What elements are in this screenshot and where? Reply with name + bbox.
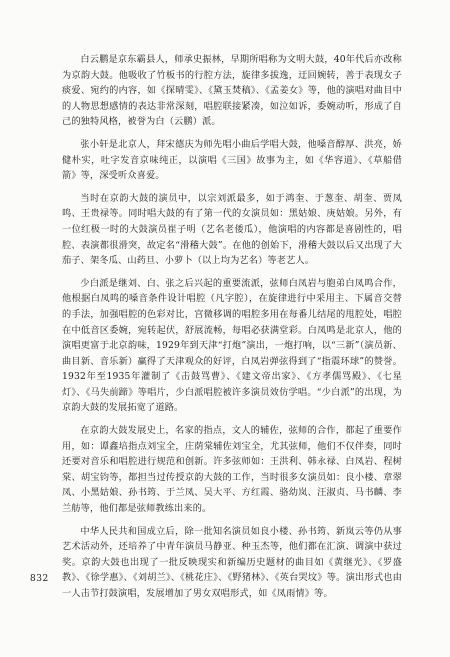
text-column (62, 52, 402, 609)
page-number: 832 (30, 574, 49, 584)
paragraph-masters-and-accompanists: 在京韵大鼓发展史上，名家的指点，文人的辅佐，弦师的合作，都起了重要作用，如：谭鑫培指点刘宝全，庄荫棠辅佐刘宝全，尤其弦师，他们不仅伴奏，同时还要对音乐和唱腔进行规范和创新。许多弦师如：王洪利、韩永禄、白凤岩、程树棠、胡宝钧等，都担当过传授京韵大鼓的工作，当时很多女演员如：良小楼、章翠凤、小黑姑娘、孙书筠、于兰凤、吴大平、方红霞、骆幼岚、汪淑贞、马书麟、李兰舫等，他们都是弦师教练出来的。 (62, 425, 402, 515)
paragraph-zhang-xiaoxuan: 张小轩是北京人，拜宋德庆为师先唱小曲后学唱大鼓，他嗓音醇厚、洪亮，娇健朴实，吐字发音京味纯正，以演唱《三国》故事为主，如《华容道》、《草船借箭》等，深受听众喜爱。 (62, 138, 402, 182)
paragraph-liu-school-performers: 当时在京韵大鼓的演员中，以宗刘派最多，如于鸿奎、于葱奎、胡奎、贾凤鸣、王贵禄等。同时唱大鼓的有了第一代的女演员如：黑姑娘、庚姑娘。另外，有一位红极一时的大鼓演员崔子明（艺名老倭瓜），他演唱的内容都是喜剧性的，唱腔、表演都很滑突，故定名“滑稽大鼓”。在他的创始下，滑稽大鼓以后又出现了大茄子、架冬瓜、山药旦、小萝卜（以上均为艺名）等老艺人。 (62, 192, 402, 267)
paragraph-post-1949: 中华人民共和国成立后，除一批知名演员如良小楼、孙书筠、新岚云等仍从事艺术活动外，还培养了中青年演员马静亚、种玉杰等，他们都在汇演、调演中获过奖。京韵大鼓也出现了一批反映现实和新编历史题材的曲目如《黄继光》、《罗盛教》、《徐学惠》、《刘胡兰》、《桃花庄》、《野猪林》、《英台哭坟》等。演出形式也由一人击节打鼓演唱，发展增加了男女双唱形式，如《凤雨情》等。 (62, 525, 402, 599)
paragraph-shaobai-school: 少白派是继刘、白、张之后兴起的重要流派，弦师白凤岩与胞弟白凤鸣合作，他根据白凤鸣的嗓音条件设计唱腔（凡字腔），在旋律进行中采用主、下属音交替的手法，加强唱腔的色彩对比，宫微移调的唱腔多用在每番儿结尾的甩腔处，唱腔在中低音区委婉，宛转起伏，舒展流畅，每唱必获满堂彩。白凤鸣是北京人，他的演唱更富于北京韵味，1929年到天津“打炮”演出，一炮打响，以“三新”（演员新、曲目新、音乐新）赢得了天津观众的好评，白凤岩弹弦得到了“指震环球”的赞誉。1932年至1935年灌制了《击鼓骂曹》、《建文帝出家》、《方孝儒骂殿》、《七星灯》、《马失前蹄》等唱片，少白派唱腔被许多演员效仿学唱。“少白派”的出现，为京韵大鼓的发展拓宽了道路。 (62, 277, 402, 414)
paragraph-bai-yunpeng: 白云鹏是京东霸县人，师承史振林，早期所唱称为文明大鼓，40年代后亦改称为京韵大鼓。他吸收了竹板书的行腔方法，旋律多拔逸，迂回婉转，善于表现女子痰爱、宛约的内容，如《探晴雯》、《黛玉焚稿》、《孟姜女》等，他的演唱对曲目中的人物思想感情的表达非常深刻，唱腔联接紧凑，如泣如诉，委婉动听，形成了自己的独特风格，被誉为白（云鹏）派。 (62, 54, 402, 128)
